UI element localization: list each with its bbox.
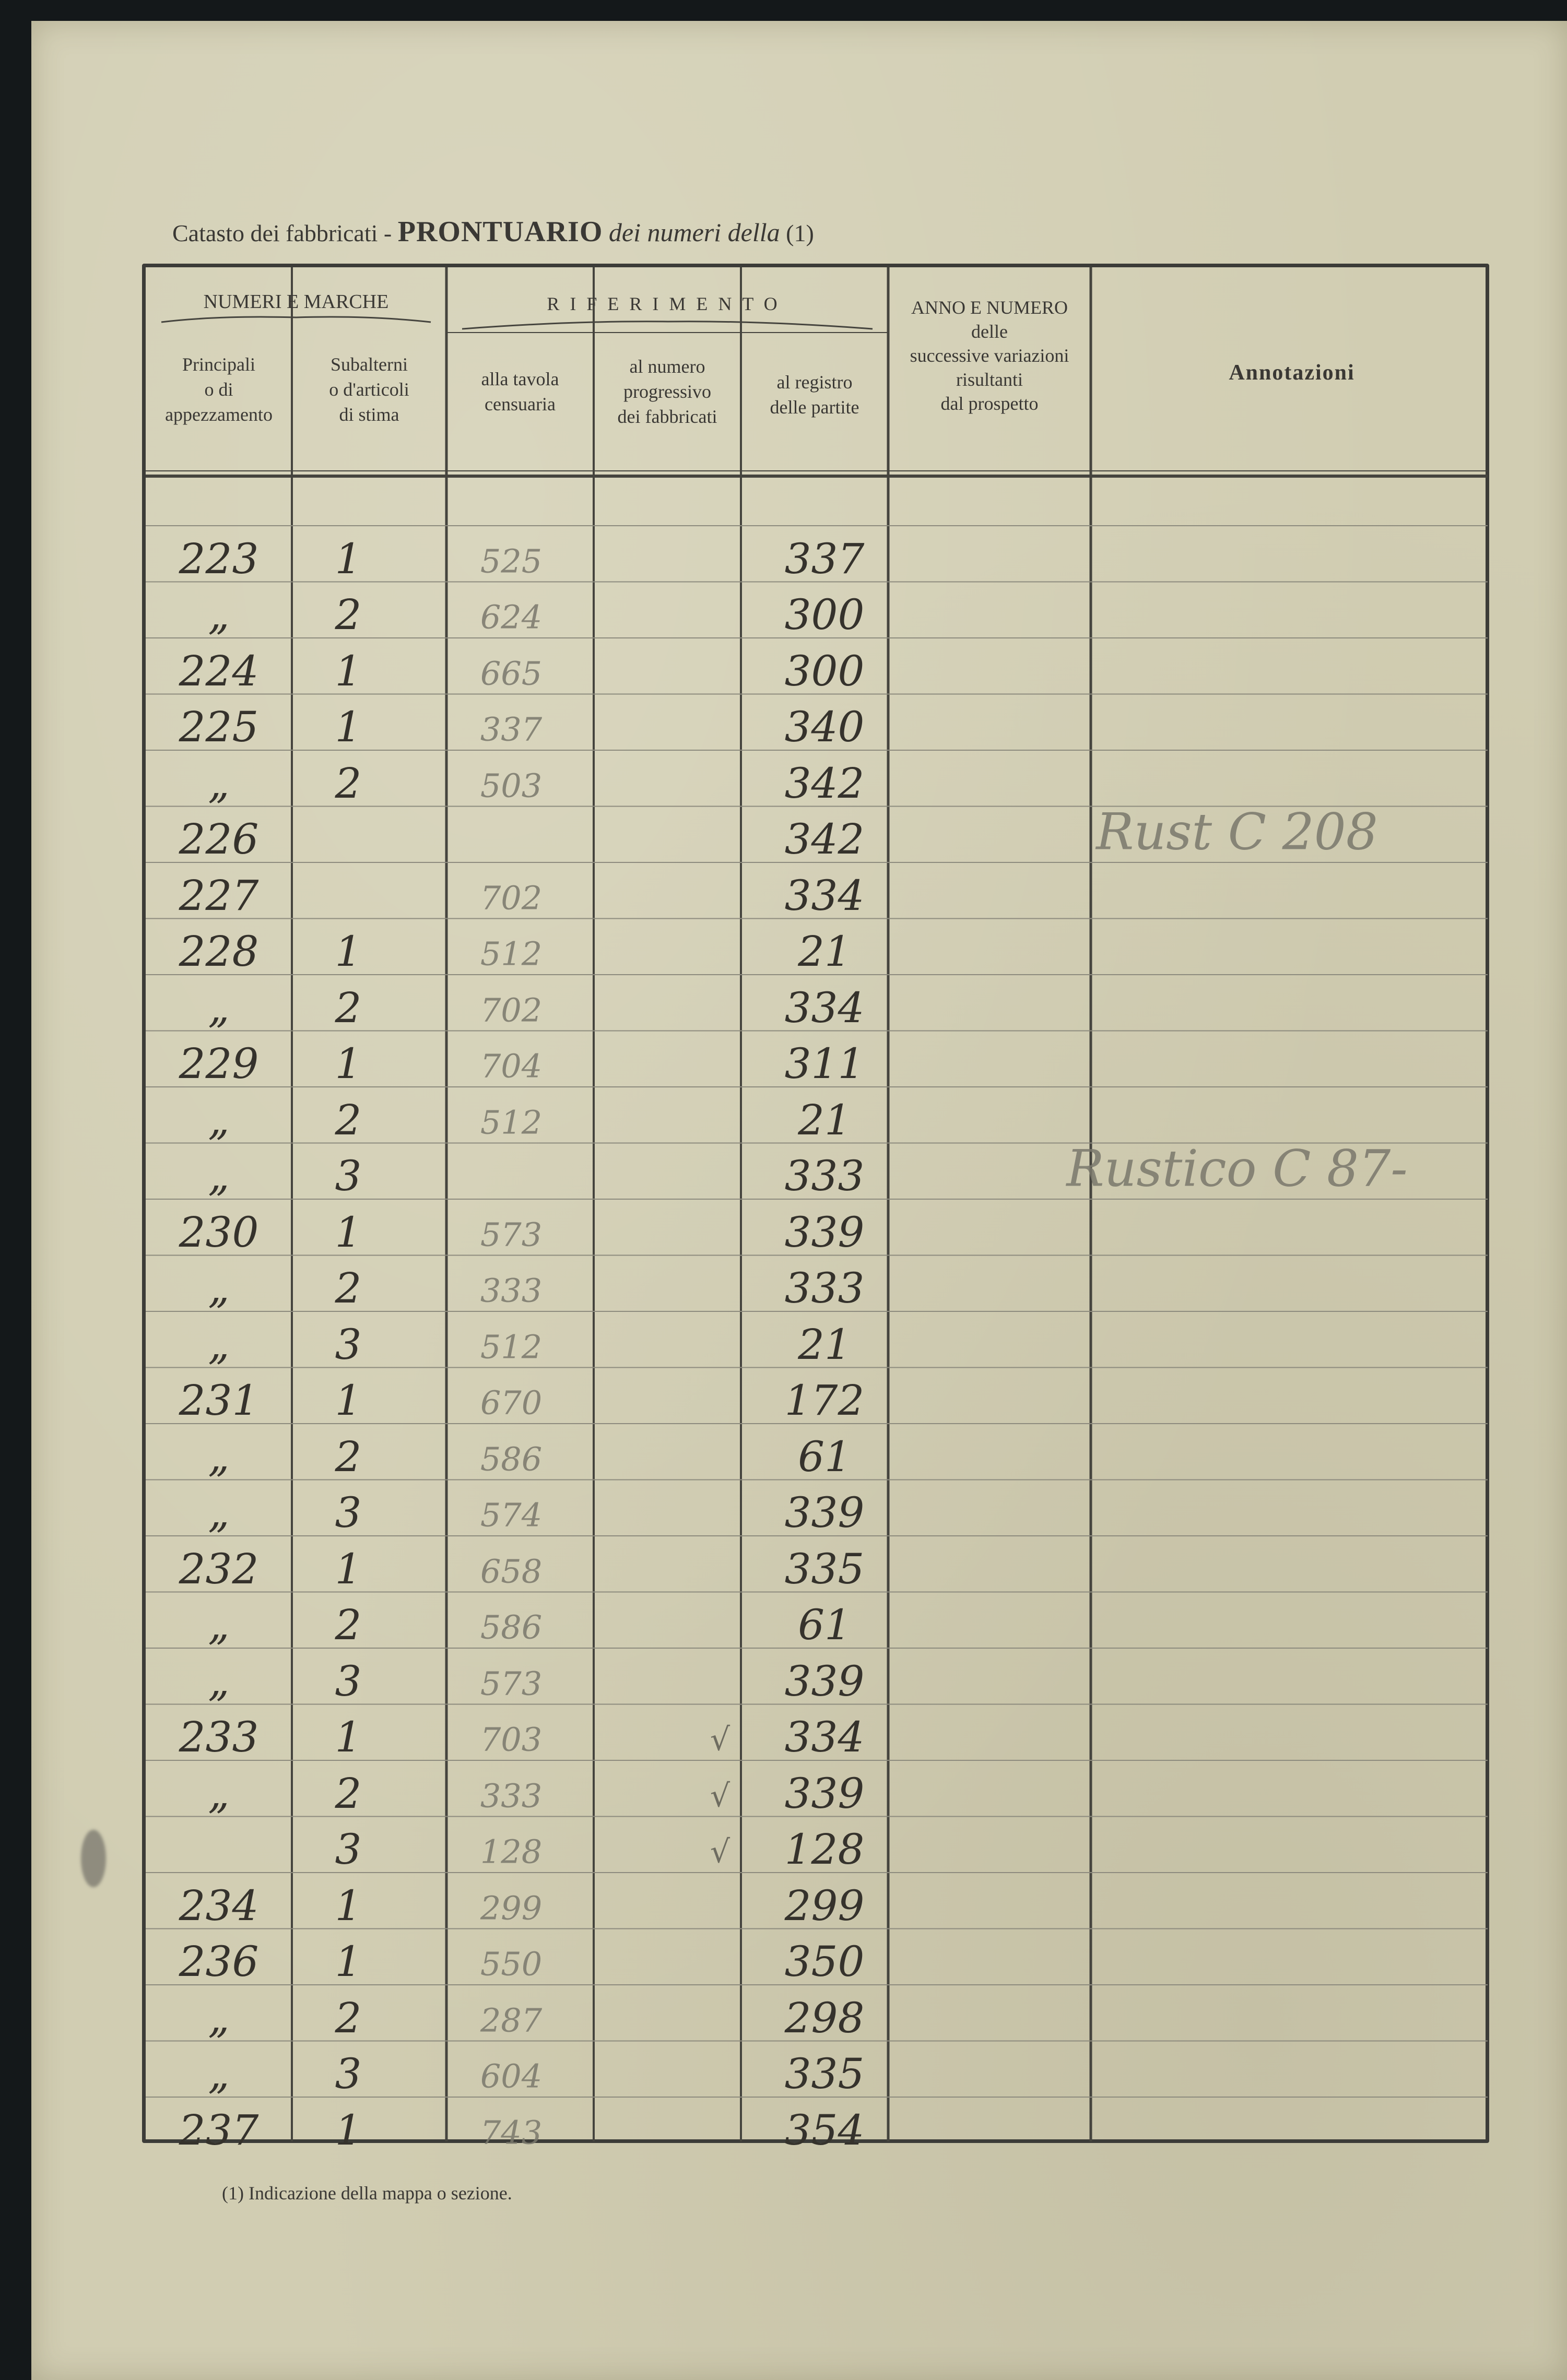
cell-principale: „: [208, 2050, 230, 2099]
cell-principale: „: [208, 1488, 230, 1537]
ink-stain: [81, 1830, 106, 1887]
cell-tavola: 574: [480, 1496, 543, 1534]
cell-subalterno: 2: [335, 590, 362, 640]
header-numero-line: progressivo: [623, 381, 711, 402]
cell-registro: 337: [784, 534, 865, 583]
cell-registro: 300: [784, 646, 865, 695]
cell-subalterno: 1: [335, 1713, 362, 1762]
cell-registro: 335: [784, 1544, 865, 1593]
header-principali-line: appezzamento: [165, 404, 273, 425]
cell-numero: √: [710, 1833, 731, 1870]
cell-subalterno: 2: [335, 983, 362, 1032]
cell-principale: 226: [179, 815, 259, 864]
cell-registro: 342: [784, 815, 865, 864]
header-tavola-line: censuaria: [485, 394, 556, 415]
cell-tavola: 512: [480, 934, 543, 973]
cell-subalterno: 1: [335, 1039, 362, 1088]
cell-principale: 224: [179, 646, 259, 695]
header-principali: [146, 352, 292, 427]
cell-principale: „: [208, 1432, 230, 1481]
cell-principale: „: [208, 983, 230, 1032]
cell-principale: 237: [179, 2105, 259, 2154]
cell-principale: „: [208, 1320, 230, 1369]
cell-principale: „: [208, 1601, 230, 1650]
header-numero-line: al numero: [629, 356, 705, 377]
cell-tavola: 586: [480, 1440, 543, 1478]
cell-registro: 333: [784, 1152, 865, 1201]
cell-principale: 232: [179, 1544, 259, 1593]
cell-subalterno: 1: [335, 927, 362, 976]
cell-tavola: 525: [480, 542, 543, 581]
cell-principale: 228: [179, 927, 259, 976]
cell-registro: 339: [784, 1769, 865, 1818]
cell-registro: 335: [784, 2050, 865, 2099]
cell-subalterno: 1: [335, 1207, 362, 1257]
header-principali-line: Principali: [182, 354, 255, 375]
cell-registro: 299: [784, 1881, 865, 1930]
cell-tavola: 665: [480, 654, 543, 693]
cell-principale: „: [208, 1769, 230, 1818]
cell-subalterno: 1: [335, 1881, 362, 1930]
cell-tavola: 702: [480, 879, 543, 917]
cell-tavola: 299: [480, 1889, 543, 1927]
title-lead: Catasto dei fabbricati -: [172, 220, 392, 246]
footnote: (1) Indicazione della mappa o sezione.: [222, 2183, 512, 2204]
cell-tavola: 658: [480, 1552, 543, 1591]
cell-principale: 223: [179, 534, 259, 583]
cell-registro: 340: [784, 703, 865, 752]
cell-tavola: 604: [480, 2057, 543, 2095]
cell-principale: „: [208, 1264, 230, 1313]
cell-subalterno: 1: [335, 1376, 362, 1425]
cell-subalterno: 3: [335, 1656, 362, 1706]
cell-registro: 61: [798, 1601, 851, 1650]
cell-principale: „: [208, 759, 230, 808]
header-anno: [888, 295, 1091, 416]
cell-tavola: 287: [480, 2001, 543, 2040]
cell-principale: 230: [179, 1207, 259, 1257]
cell-tavola: 512: [480, 1103, 543, 1142]
cell-principale: 236: [179, 1937, 259, 1986]
cell-registro: 61: [798, 1432, 851, 1481]
cell-tavola: 703: [480, 1720, 543, 1759]
cell-tavola: 550: [480, 1945, 543, 1983]
cell-tavola: 704: [480, 1047, 543, 1085]
bracket-ornament: [462, 322, 873, 329]
header-group-numbers: NUMERI E MARCHE: [203, 291, 389, 313]
cell-tavola: 503: [480, 766, 543, 805]
cell-registro: 334: [784, 871, 865, 920]
cell-principale: 233: [179, 1713, 259, 1762]
cell-subalterno: 2: [335, 1264, 362, 1313]
cell-subalterno: 3: [335, 1488, 362, 1537]
header-anno-line: ANNO E NUMERO: [911, 297, 1068, 318]
header-registro-line: al registro: [776, 372, 853, 393]
cell-principale: „: [208, 1993, 230, 2042]
cell-registro: 354: [784, 2105, 865, 2154]
header-anno-line: successive variazioni: [910, 345, 1069, 366]
cell-tavola: 586: [480, 1608, 543, 1647]
annotation-note: Rust C 208: [1096, 802, 1378, 861]
cell-subalterno: 1: [335, 646, 362, 695]
cell-principale: 225: [179, 703, 259, 752]
cell-registro: 21: [798, 1320, 851, 1369]
cell-registro: 311: [784, 1039, 865, 1088]
title-ref: (1): [786, 220, 814, 246]
bracket-ornament: [161, 317, 431, 322]
cell-tavola: 670: [480, 1383, 543, 1422]
cell-registro: 342: [784, 759, 865, 808]
ledger-table: [142, 264, 1489, 2154]
cell-subalterno: 1: [335, 534, 362, 583]
cell-registro: 350: [784, 1937, 865, 1986]
cell-subalterno: 2: [335, 1601, 362, 1650]
cell-principale: 229: [179, 1039, 259, 1088]
cell-tavola: 573: [480, 1664, 543, 1703]
cell-subalterno: 3: [335, 1152, 362, 1201]
header-numero: [594, 354, 741, 429]
header-anno-line: dal prospetto: [940, 393, 1039, 414]
cell-registro: 298: [784, 1993, 865, 2042]
cell-subalterno: 3: [335, 1825, 362, 1874]
cell-tavola: 333: [480, 1271, 543, 1310]
header-subalterni-line: Subalterni: [331, 354, 408, 375]
cell-registro: 339: [784, 1656, 865, 1706]
cell-tavola: 743: [480, 2113, 543, 2152]
cell-principale: 231: [179, 1376, 259, 1425]
cell-tavola: 333: [480, 1777, 543, 1815]
cell-tavola: 337: [480, 710, 543, 749]
header-registro-line: delle partite: [770, 397, 859, 418]
title-main: PRONTUARIO: [397, 216, 603, 248]
cell-tavola: 573: [480, 1215, 543, 1254]
header-group-reference: RIFERIMENTO: [547, 293, 788, 314]
header-numero-line: dei fabbricati: [617, 406, 717, 427]
header-anno-line: risultanti: [956, 369, 1023, 390]
header-tavola-line: alla tavola: [481, 369, 559, 389]
cell-numero: √: [710, 1721, 731, 1758]
cell-subalterno: 2: [335, 759, 362, 808]
header-registro: [741, 370, 888, 420]
header-subalterni-line: o d'articoli: [329, 379, 409, 400]
cell-registro: 21: [798, 1095, 851, 1144]
cell-subalterno: 2: [335, 1432, 362, 1481]
cell-subalterno: 1: [335, 1544, 362, 1593]
cell-tavola: 624: [480, 598, 543, 636]
cell-registro: 334: [784, 1713, 865, 1762]
cell-principale: 227: [179, 871, 259, 920]
cell-subalterno: 2: [335, 1095, 362, 1144]
header-annotazioni: Annotazioni: [1229, 361, 1355, 385]
cell-principale: „: [208, 590, 230, 640]
cell-principale: 234: [179, 1881, 259, 1930]
title-italic: dei numeri della: [608, 218, 780, 247]
cell-numero: √: [710, 1778, 731, 1815]
cell-registro: 339: [784, 1488, 865, 1537]
cell-registro: 339: [784, 1207, 865, 1257]
cell-principale: „: [208, 1152, 230, 1201]
cell-tavola: 702: [480, 991, 543, 1029]
cell-registro: 334: [784, 983, 865, 1032]
cell-subalterno: 2: [335, 1769, 362, 1818]
cell-subalterno: 1: [335, 703, 362, 752]
header-principali-line: o di: [204, 379, 233, 400]
cell-registro: 128: [784, 1825, 865, 1874]
cell-registro: 172: [784, 1376, 865, 1425]
header-tavola: [446, 366, 594, 417]
cell-subalterno: 1: [335, 1937, 362, 1986]
page-title: [172, 215, 814, 248]
cell-registro: 300: [784, 590, 865, 640]
annotation-note: Rustico C 87-: [1066, 1139, 1408, 1198]
cell-subalterno: 2: [335, 1993, 362, 2042]
cell-subalterno: 3: [335, 2050, 362, 2099]
cell-subalterno: 1: [335, 2105, 362, 2154]
cell-principale: „: [208, 1095, 230, 1144]
cell-subalterno: 3: [335, 1320, 362, 1369]
cell-tavola: 128: [480, 1832, 543, 1871]
header-subalterni-line: di stima: [339, 404, 399, 425]
cell-tavola: 512: [480, 1328, 543, 1366]
header-subalterni: [292, 352, 446, 427]
cell-registro: 333: [784, 1264, 865, 1313]
header-anno-line: delle: [971, 321, 1008, 342]
cell-registro: 21: [798, 927, 851, 976]
cell-principale: „: [208, 1656, 230, 1706]
